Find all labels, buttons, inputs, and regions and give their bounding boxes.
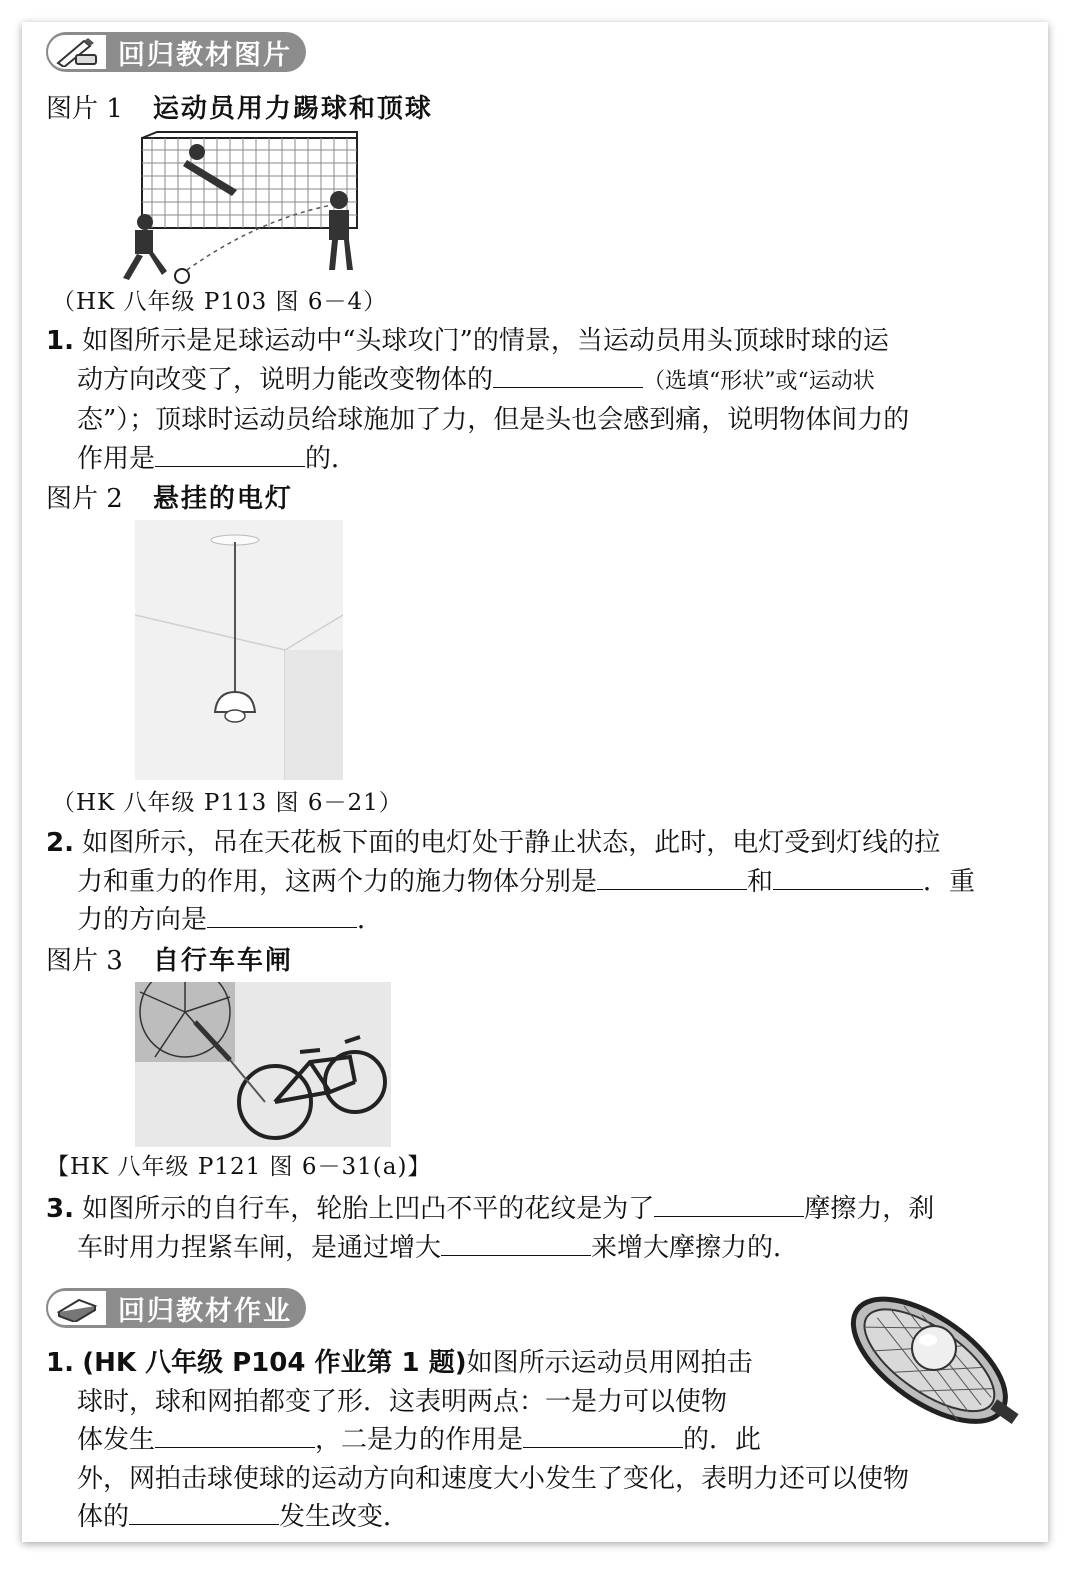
homework-1 xyxy=(46,1344,1036,1537)
answer-blank-motion[interactable] xyxy=(493,361,643,388)
figure-name: 运动员用力踢球和顶球 xyxy=(152,94,433,124)
worksheet-page xyxy=(22,22,1048,1542)
figure-3-title xyxy=(46,940,293,977)
question-text: 如图所示的自行车，轮胎上凹凸不平的花纹是为了 xyxy=(82,1194,655,1224)
question-text: 车时用力捏紧车闸，是通过增大 xyxy=(77,1232,442,1263)
question-text: 力的方向是 xyxy=(77,905,208,935)
answer-blank-deformation[interactable] xyxy=(155,1421,315,1448)
question-text: 如图所示运动员用网拍击 xyxy=(466,1348,753,1378)
figure-number: 图片 3 xyxy=(46,946,123,976)
question-text: 体发生 xyxy=(77,1425,156,1455)
question-text: ． xyxy=(357,905,384,935)
answer-blank-force-source-2[interactable] xyxy=(773,863,923,890)
figure-1-caption: （HK 八年级 P103 图 6－4） xyxy=(52,289,388,315)
question-text: 作用是 xyxy=(77,443,156,474)
figure-number: 图片 2 xyxy=(46,484,123,514)
section-banner-textbook-pictures xyxy=(46,32,306,72)
answer-blank-friction-method[interactable] xyxy=(441,1229,591,1256)
question-text: 外，网拍击球使球的运动方向和速度大小发生了变化，表明力还可以使物 xyxy=(77,1463,910,1494)
figure-1-title xyxy=(46,88,433,125)
hanging-lamp-photo xyxy=(135,520,343,780)
question-text: ，二是力的作用是 xyxy=(315,1425,524,1455)
question-number: 1. xyxy=(46,1348,74,1378)
question-text: 来增大摩擦力的． xyxy=(591,1232,800,1263)
answer-blank-mutual[interactable] xyxy=(523,1421,683,1448)
answer-blank-gravity-direction[interactable] xyxy=(207,901,357,928)
answer-blank-motion-state[interactable] xyxy=(129,1498,279,1525)
question-3 xyxy=(46,1190,1036,1267)
question-text: 如图所示是足球运动中“头球攻门”的情景，当运动员用头顶球时球的运 xyxy=(82,326,889,356)
question-hint: （选填“形状”或“运动状 xyxy=(643,368,875,394)
book-icon xyxy=(46,1289,108,1327)
question-text: 体的 xyxy=(77,1502,130,1532)
question-text: 的．此 xyxy=(683,1425,762,1455)
question-text: 如图所示，吊在天花板下面的电灯处于静止状态，此时，电灯受到灯线的拉 xyxy=(82,828,941,858)
question-text: 和 xyxy=(747,866,774,897)
soccer-players-illustration xyxy=(107,130,377,285)
figure-name: 悬挂的电灯 xyxy=(152,484,293,514)
question-1 xyxy=(46,322,1036,478)
question-text: 态”）；顶球时运动员给球施加了力，但是头也会感到痛，说明物体间力的 xyxy=(77,405,910,435)
pencil-eraser-icon xyxy=(46,33,108,71)
figure-number: 图片 1 xyxy=(46,94,123,124)
bicycle-brake-photo xyxy=(135,982,391,1147)
question-text: 球时，球和网拍都变了形．这表明两点：一是力可以使物 xyxy=(77,1386,728,1417)
question-text: ．重 xyxy=(923,866,976,897)
homework-reference: (HK 八年级 P104 作业第 1 题) xyxy=(82,1348,467,1378)
question-text: 力和重力的作用，这两个力的施力物体分别是 xyxy=(77,866,598,897)
figure-3-caption: 【HK 八年级 P121 图 6－31(a)】 xyxy=(46,1154,432,1180)
question-number: 2. xyxy=(46,828,74,858)
question-text: 发生改变． xyxy=(279,1502,410,1532)
figure-2-title xyxy=(46,478,293,515)
section-title: 回归教材作业 xyxy=(118,1295,292,1327)
figure-name: 自行车车闸 xyxy=(152,946,293,976)
section-banner-textbook-homework xyxy=(46,1288,306,1328)
question-number: 3. xyxy=(46,1194,74,1224)
question-2 xyxy=(46,824,1036,940)
answer-blank-friction-purpose[interactable] xyxy=(654,1190,804,1217)
section-title: 回归教材图片 xyxy=(118,39,292,71)
question-text: 摩擦力，刹 xyxy=(804,1194,935,1224)
figure-2-caption: （HK 八年级 P113 图 6－21） xyxy=(52,790,403,816)
question-text: 的． xyxy=(305,443,358,474)
question-text: 动方向改变了，说明力能改变物体的 xyxy=(77,364,494,395)
question-number: 1. xyxy=(46,326,74,356)
answer-blank-force-source-1[interactable] xyxy=(597,863,747,890)
answer-blank-mutual[interactable] xyxy=(155,440,305,467)
